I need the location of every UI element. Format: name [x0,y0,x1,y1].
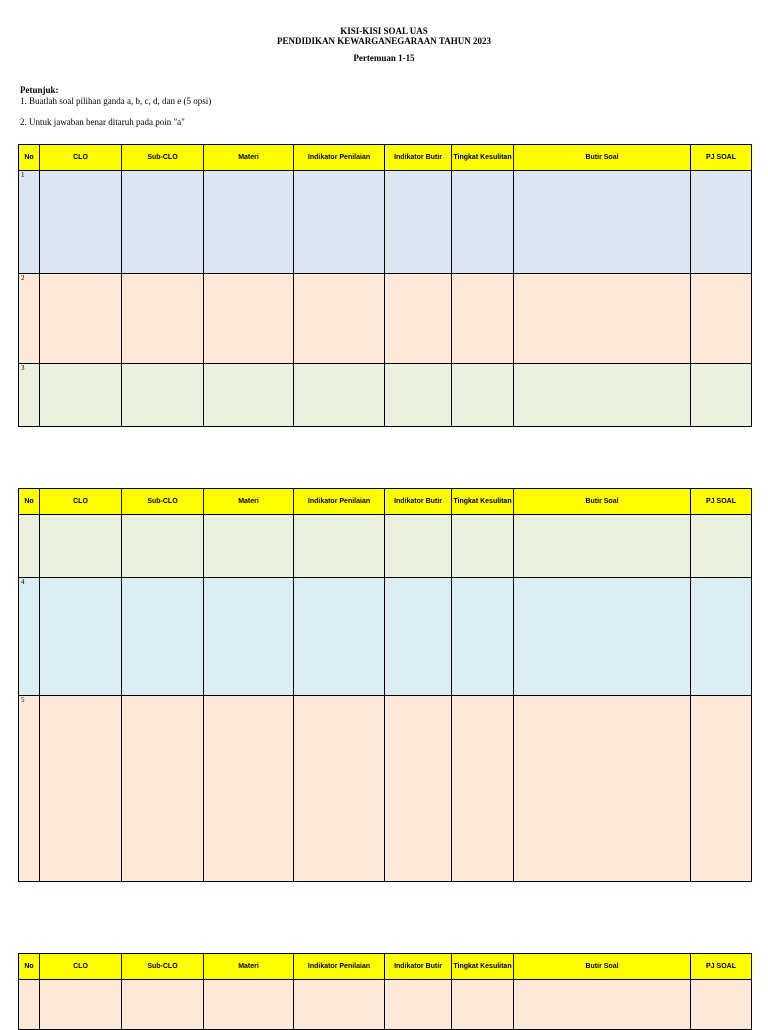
column-header: CLO [40,489,122,515]
column-header: Indikator Butir [385,489,452,515]
column-header: Tingkat Kesulitan [452,954,514,980]
table-header-row [19,145,752,171]
instruction-item: 1. Buatlah soal pilihan ganda a, b, c, d, dan e (5 opsi) [20,96,212,106]
column-header: Sub-CLO [122,489,204,515]
table-row [19,171,752,274]
table-header-row [19,489,752,515]
row-number: 4 [19,578,40,696]
column-header: PJ SOAL [691,489,752,515]
table-row [19,274,752,364]
column-header: No [19,145,40,171]
table-row [19,364,752,427]
row-number: 3 [19,364,40,427]
column-header: No [19,489,40,515]
column-header: Tingkat Kesulitan [452,489,514,515]
column-header: Indikator Penilaian [294,954,385,980]
column-header: Indikator Butir [385,145,452,171]
column-header: Materi [204,145,294,171]
document-title-block [0,26,768,63]
instruction-item: 2. Untuk jawaban benar ditaruh pada poin "a" [20,117,185,127]
table-row [19,515,752,578]
row-number [19,515,40,578]
instructions-heading: Petunjuk: [20,85,59,95]
column-header: Butir Soal [514,954,691,980]
column-header: Butir Soal [514,489,691,515]
column-header: Materi [204,954,294,980]
column-header: Indikator Penilaian [294,145,385,171]
table-header-row [19,954,752,980]
row-number: 2 [19,274,40,364]
column-header: CLO [40,145,122,171]
row-number: 1 [19,171,40,274]
table-row [19,578,752,696]
column-header: Butir Soal [514,145,691,171]
table-row [19,696,752,882]
column-header: PJ SOAL [691,145,752,171]
question-grid-table [18,488,752,882]
question-grid-table [18,953,752,1030]
column-header: Sub-CLO [122,145,204,171]
column-header: No [19,954,40,980]
row-number: 5 [19,696,40,882]
column-header: Indikator Penilaian [294,489,385,515]
table-row [19,980,752,1030]
question-grid-table [18,144,752,427]
document-title: KISI-KISI SOAL UAS [340,26,428,36]
row-number [19,980,40,1030]
column-header: CLO [40,954,122,980]
column-header: Materi [204,489,294,515]
column-header: PJ SOAL [691,954,752,980]
column-header: Sub-CLO [122,954,204,980]
column-header: Tingkat Kesulitan [452,145,514,171]
document-subtitle: PENDIDIKAN KEWARGANEGARAAN TAHUN 2023 [277,36,491,46]
instructions [20,85,211,138]
meeting-range: Pertemuan 1-15 [353,53,415,63]
column-header: Indikator Butir [385,954,452,980]
